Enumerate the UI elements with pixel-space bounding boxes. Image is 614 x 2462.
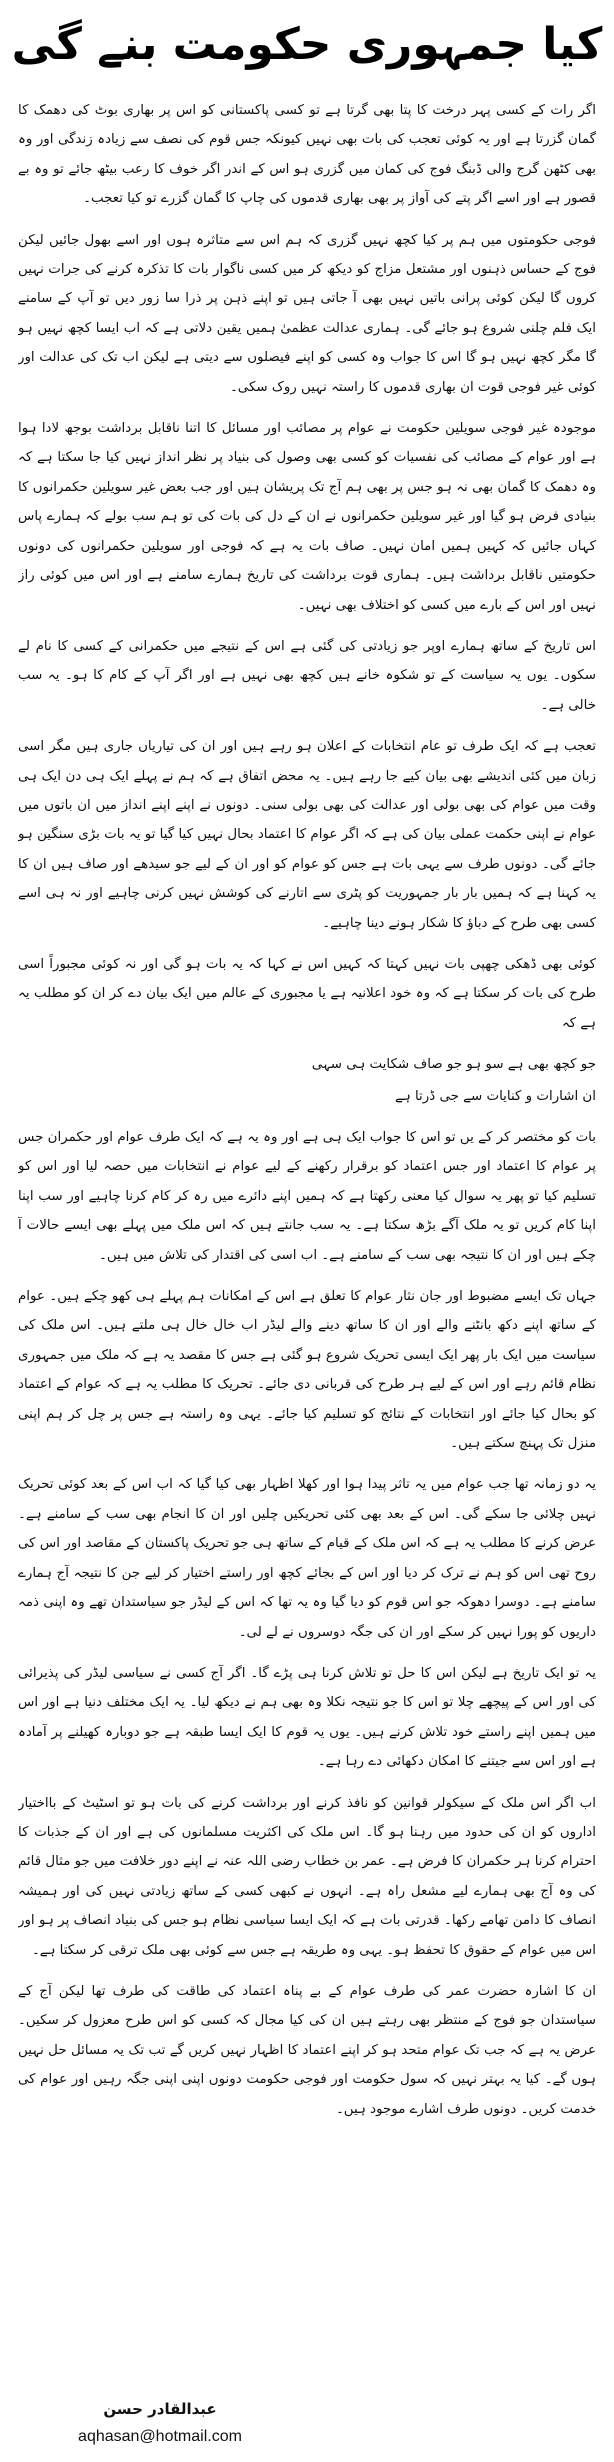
author-email[interactable]: aqhasan@hotmail.com — [78, 2428, 242, 2445]
paragraph: تعجب ہے کہ ایک طرف تو عام انتخابات کے اعلان ہو رہے ہیں اور ان کی تیاریاں جاری ہیں مگر اسی زبان میں کئی اندیشے بھی بیان کیے جا رہے ہیں۔ یہ محض اتفاق ہے کہ ہم نے پہلے ایک ہی دن ایک ہی وقت میں عوام کی بھی بولی اور عدالت کی بھی بولی سنی۔ دونوں نے اپنے اپنے انداز میں ان باتوں میں عوام نے اپنی حکمت عملی بیان کی ہے کہ اگر عوام کا اعتماد بحال نہیں کیا گیا تو یہ بات بڑی سنگین ہو جائے گی۔ دونوں طرف سے یہی بات ہے جس کو عوام کو اور ان کے لیے جو سیدھے اور صاف ہیں ان کا یہ کہنا ہے کہ ہمیں بار بار جمہوریت کو پٹری سے اتارنے کی کوشش نہیں کرنی چاہیے اور نہ ہی اسے کسی بھی طرح کے دباؤ کا شکار ہونے دینا چاہیے۔ — [18, 739, 596, 931]
paragraph: موجودہ غیر فوجی سویلین حکومت نے عوام پر مصائب اور مسائل کا اتنا ناقابل برداشت بوجھ لادا ہوا ہے اور عوام کے مصائب کی نفسیات کو کسی بھی وصول کی بنیاد پر نظر انداز نہیں کیا جا سکتا ہے کہ وہ دھمک کا گمان بھی نہ ہو جس پر بھی ہم آج تک پریشان ہیں اور جب بعض غیر سویلین حکمرانوں کا بنیادی فرض ہو گیا اور غیر سویلین حکمرانوں نے ان کے دل کی بات کی تو ہم سب بولے کہ ہمارے پاس کہاں جائیں کہ کہیں ہمیں امان نہیں۔ صاف بات یہ ہے کہ فوجی اور سویلین حکمرانوں کی دونوں حکومتیں ناقابل برداشت ہیں۔ ہماری قوت برداشت کی تاریخ ہمارے سامنے ہے اور اس میں کوئی راز نہیں اور اس کے بارے میں کسی کو اختلاف بھی نہیں۔ — [18, 421, 596, 613]
paragraph: یہ تو ایک تاریخ ہے لیکن اس کا حل تو تلاش کرنا ہی پڑے گا۔ اگر آج کسی نے سیاسی لیڈر کی پذیرائی کی اور اس کے پیچھے چلا تو اس کا جو نتیجہ نکلا وہ بھی ہم نے دیکھ لیا۔ یہ ایک مختلف دنیا ہے اور اس میں ہمیں اپنے راستے خود تلاش کرنے ہیں۔ یوں یہ قوم کا ایک ایسا طبقہ ہے جو دوبارہ کھیلنے پر آمادہ ہے اور اس سے جیتنے کا امکان دکھائی دے رہا ہے۔ — [18, 1665, 596, 1770]
paragraph: یہ دو زمانہ تھا جب عوام میں یہ تاثر پیدا ہوا اور کھلا اظہار بھی کیا گیا کہ اب اس کے بعد کوئی تحریک نہیں چلائی جا سکے گی۔ اس کے بعد بھی کئی تحریکیں چلیں اور ان کا انجام بھی سب کے سامنے ہے۔ عرض کرنے کا مطلب یہ ہے کہ اس ملک کے قیام کے ساتھ ہی جو تحریک پاکستان کے مقاصد اور اس کی روح تھی اس کو ہم نے ترک کر دیا اور اس کے بجائے کچھ اور راستے اختیار کر لیے جن کا نتیجہ آج ہمارے سامنے ہے۔ دوسرا دھوکہ جو اس قوم کو دیا گیا وہ یہ تھا کہ اس کے لیڈر جو سیاستدان تھے وہ اپنی ذمہ داریوں کو پورا نہیں کر سکے اور ان کی جگہ دوسروں نے لے لی۔ — [18, 1477, 596, 1640]
paragraph: فوجی حکومتوں میں ہم پر کیا کچھ نہیں گزری کہ ہم اس سے متاثرہ ہوں اور اسے بھول جائیں لیکن فوج کے حساس ذہنوں اور مشتعل مزاج کو دیکھ کر میں کسی ناگوار بات کا تذکرہ کرنے کی جرات نہیں کروں گا لیکن کوئی پرانی باتیں نہیں بھی آ جاتی ہیں تو اپنے ذہن پر ذرا سا زور دیں تو آپ کے سامنے ایک فلم چلنی شروع ہو جائے گی۔ ہماری عدالت عظمیٰ ہمیں یقین دلاتی ہے کہ اب ایسا کچھ نہیں ہو گا مگر کچھ نہیں ہو گا اس کا جواب وہ کسی کو اپنے فیصلوں سے دیتی ہے لیکن اب تک کی عدالت اور کوئی غیر فوجی قوت ان بھاری قدموں کا راستہ نہیں روک سکی۔ — [18, 232, 596, 395]
paragraph: اس تاریخ کے ساتھ ہمارے اوپر جو زیادتی کی گئی ہے اس کے نتیجے میں حکمرانی کے کسی کا نام لے سکوں۔ یوں یہ سیاست کے تو شکوہ خانے ہیں کچھ بھی نہیں ہے اور اگر آپ کے کام کا ہو۔ یہ سب خالی ہے۔ — [18, 638, 596, 713]
verse-line: جو کچھ بھی ہے سو ہو جو صاف شکایت ہی سہی — [311, 1057, 596, 1073]
paragraph: بات کو مختصر کر کے یں تو اس کا جواب ایک ہی ہے اور وہ یہ ہے کہ ایک طرف عوام اور حکمران جس پر عوام کا اعتماد اور جس اعتماد کو برقرار رکھنے کے لیے عوام نے انتخابات میں حصہ لیا اور اس کو تسلیم کیا تو پھر یہ سوال کیا معنی رکھتا ہے کہ ہمیں اپنے دائرے میں رہ کر کام کرنا چاہیے اور سب اپنا اپنا کام کریں تو یہ ملک آگے بڑھ سکتا ہے۔ یہ سب جانتے ہیں کہ اس ملک میں پہلے بھی ایسے حالات آ چکے ہیں اور ان کا نتیجہ بھی سب کے سامنے ہے۔ اب اسی کی اقتدار کی تلاش میں ہیں۔ — [18, 1130, 596, 1263]
paragraph: ان کا اشارہ حضرت عمر کی طرف عوام کے بے پناہ اعتماد کی طاقت کی طرف تھا لیکن آج کے سیاستدان جو فوج کے منتظر بھی رہتے ہیں ان کی کیا مجال کہ کسی کو اس طرح معزول کر سکیں۔ عرض یہ ہے کہ جب تک عوام متحد ہو کر اپنے اعتماد کا اظہار نہیں کریں گے تب تک یہ مسائل حل نہیں ہوں گے۔ کیا یہ بہتر نہیں کہ سول حکومت اور فوجی حکومت دونوں اپنی اپنی جگہ رہیں اور عوام کی خدمت کریں۔ دونوں طرف اشارے موجود ہیں۔ — [18, 1983, 596, 2117]
paragraph: اب اگر اس ملک کے سیکولر قوانین کو نافذ کرنے اور برداشت کرنے کی بات ہو تو اسٹیٹ کے بااختیار اداروں کو ان کی حدود میں رہنا ہو گا۔ اس ملک کی اکثریت مسلمانوں کی ہے اور ان کے جذبات کا احترام کرنا ہر حکمران کا فرض ہے۔ عمر بن خطاب رضی اللہ عنہ نے اپنے دور خلافت میں جو مثال قائم کی وہ آج بھی ہمارے لیے مشعل راہ ہے۔ انہوں نے کبھی کسی کے ساتھ زیادتی نہیں کی اور ہمیشہ انصاف کا دامن تھامے رکھا۔ قدرتی بات ہے کہ ایک ایسا سیاسی نظام ہو جس کی بنیاد انصاف پر ہو اور اس میں عوام کے حقوق کا تحفظ ہو۔ یہی وہ طریقہ ہے جس سے کوئی بھی ملک ترقی کر سکتا ہے۔ — [18, 1795, 596, 1958]
article-body — [18, 96, 596, 2396]
paragraph: جہاں تک ایسے مضبوط اور جان نثار عوام کا تعلق ہے اس کے امکانات ہم پہلے ہی کھو چکے ہیں۔ عوام کے ساتھ اپنے دکھ بانٹنے والے اور ان کا ساتھ دینے والے لیڈر اب خال خال ہی ملتے ہیں۔ اس ملک کی سیاست میں ایک بار پھر ایک ایسی تحریک شروع ہو گئی ہے جس کا مقصد یہ ہے کہ ملک میں جمہوری نظام قائم رہے اور اس کے لیے ہر طرح کی قربانی دی جائے۔ تحریک کا مطلب یہ ہے کہ عوام کے اعتماد کو بحال کیا جائے اور انتخابات کے نتائج کو تسلیم کیا جائے۔ یہی وہ راستہ ہے جس پر چل کر ہم اپنی منزل تک پہنچ سکتے ہیں۔ — [18, 1289, 596, 1452]
verse-line: ان اشارات و کنایات سے جی ڈرتا ہے — [395, 1088, 596, 1104]
paragraph: کوئی بھی ڈھکی چھپی بات نہیں کہتا کہ کہیں اس نے کہا کہ یہ بات ہو گی اور نہ کوئی مجبوراً اسی طرح کی بات کر سکتا ہے کہ وہ خود اعلانیہ ہے یا مجبوری کے عالم میں ایک بیان دے کر ان کو مطلب یہ ہے کہ — [18, 956, 596, 1031]
author-name: عبدالقادر حسن — [103, 2400, 217, 2418]
paragraph: اگر رات کے کسی پہر درخت کا پتا بھی گرتا ہے تو کسی پاکستانی کو اس پر بھاری بوٹ کی دھمک کا گمان گزرتا ہے اور یہ کوئی تعجب کی بات بھی نہیں کیونکہ جس قوم کی نصف سے زیادہ زندگی اور وہ بھی کٹھن گرج والی ڈبنگ فوج کی کمان میں گزری ہو اس کے اندر اگر خوف کا رعب بیٹھ جائے تو وہ بے قصور ہے اور اسے اگر پتے کی آواز پر بھی بھاری قدموں کی چاپ کا گمان گزرے تو کیا تعجب۔ — [18, 103, 596, 207]
headline: کیا جمہوری حکومت بنے گی — [11, 19, 603, 70]
